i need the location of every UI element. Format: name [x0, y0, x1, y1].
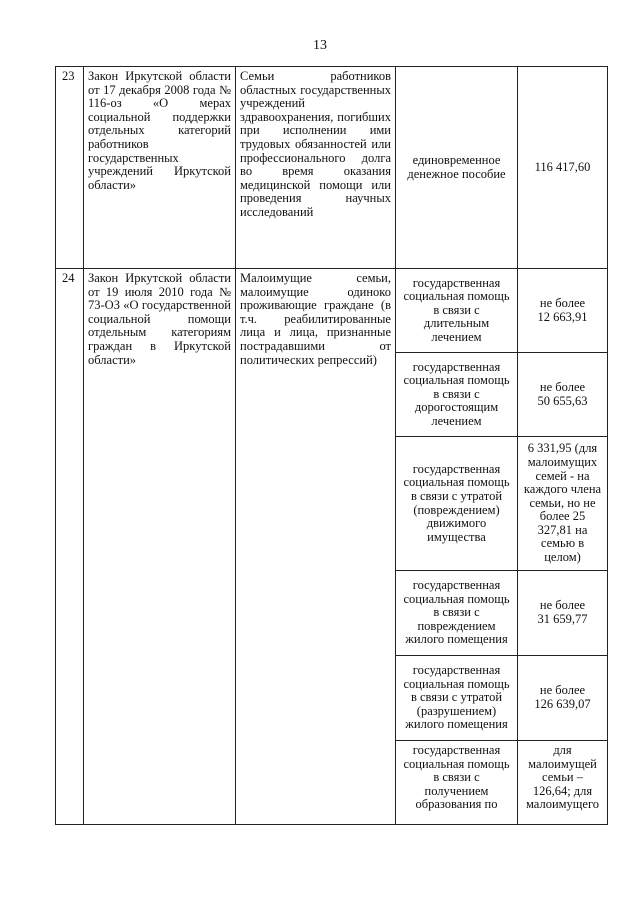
benefit-type-cell: государственная социальная помощь в связи с утратой (разрушением) жилого помещения	[396, 656, 518, 741]
page-number: 13	[313, 38, 327, 53]
benefit-type-cell: государственная социальная помощь в связи с дорогостоящим лечением	[396, 353, 518, 437]
benefits-table	[55, 66, 608, 825]
table-row	[56, 269, 608, 353]
benefit-type-cell: государственная социальная помощь в связи с длительным лечением	[396, 269, 518, 353]
benefit-type-cell: государственная социальная помощь в связи с утратой (повреждением) движимого имущества	[396, 437, 518, 571]
amount-cell: для малоимущей семьи – 126,64; для малоимущего	[518, 741, 608, 825]
row-number: 24	[56, 269, 84, 825]
law-cell: Закон Иркутской области от 17 декабря 2008 года № 116-оз «О мерах социальной поддержки отдельных категорий работников государственных учреждений Иркутской области»	[84, 67, 236, 269]
amount-cell: 6 331,95 (для малоимущих семей - на каждого члена семьи, но не более 25 327,81 на семью в целом)	[518, 437, 608, 571]
recipients-cell: Семьи работников областных государственных учреждений здравоохранения, погибших при исполнении ими трудовых обязанностей или профессионального долга во время оказания медицинской помощи или проведения научных исследований	[236, 67, 396, 269]
amount-cell: не более 50 655,63	[518, 353, 608, 437]
benefit-type-cell: единовременное денежное пособие	[396, 67, 518, 269]
recipients-cell: Малоимущие семьи, малоимущие одиноко проживающие граждане (в т.ч. реабилитированные лица и лица, признанные пострадавшими от политических репрессий)	[236, 269, 396, 825]
table-row	[56, 67, 608, 269]
law-cell: Закон Иркутской области от 19 июля 2010 года № 73-ОЗ «О государственной социальной помощи отдельным категориям граждан в Иркутской области»	[84, 269, 236, 825]
amount-cell: не более 126 639,07	[518, 656, 608, 741]
amount-cell: не более 12 663,91	[518, 269, 608, 353]
amount-cell: не более 31 659,77	[518, 571, 608, 656]
amount-cell: 116 417,60	[518, 67, 608, 269]
row-number: 23	[56, 67, 84, 269]
benefit-type-cell: государственная социальная помощь в связи с повреждением жилого помещения	[396, 571, 518, 656]
benefit-type-cell: государственная социальная помощь в связи с получением образования по	[396, 741, 518, 825]
